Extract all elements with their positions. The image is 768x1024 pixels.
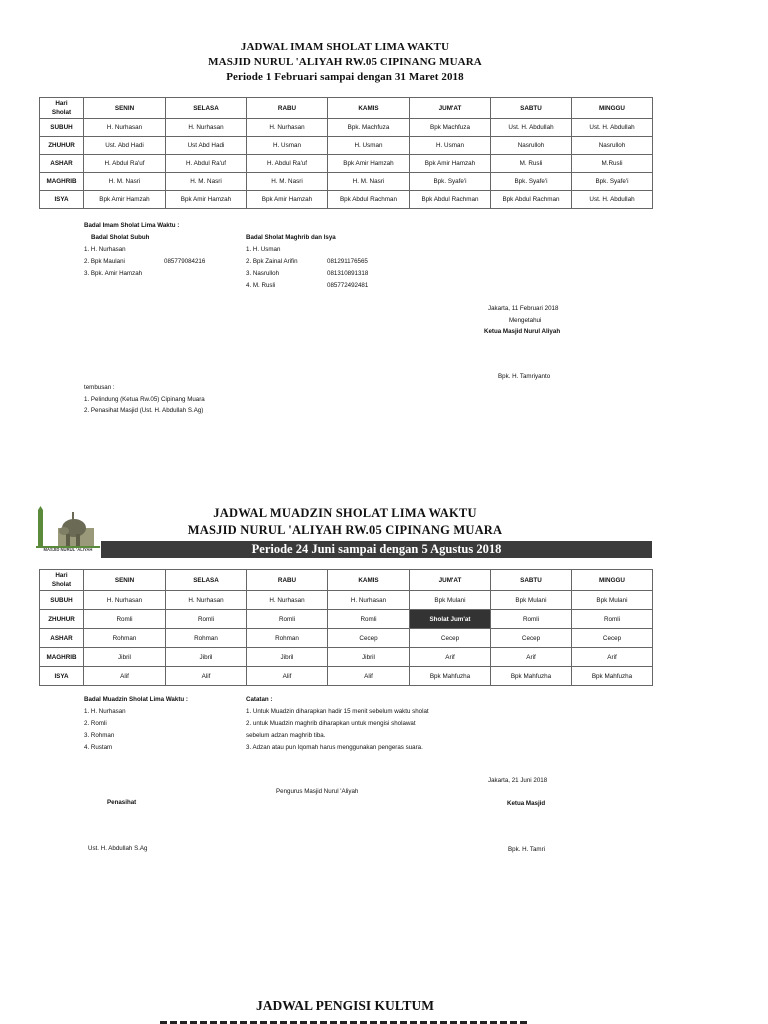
table-cell: M. Rusli	[491, 155, 572, 173]
table-cell: Romli	[328, 610, 410, 629]
table-cell: Jibril	[166, 648, 247, 667]
sholat-jumat-cell: Sholat Jum'at	[410, 610, 491, 629]
signer-left: Ust. H. Abdullah S.Ag	[88, 845, 148, 852]
table-header-row	[40, 570, 653, 591]
muadzin-subtitle: MASJID NURUL 'ALIYAH RW.05 CIPINANG MUARA	[187, 523, 503, 537]
table-cell: Bpk Mahfuzha	[491, 667, 572, 686]
table-cell: H. Nurhasan	[166, 591, 247, 610]
day-header: SENIN	[84, 98, 166, 119]
tembusan-item: 2. Penasihat Masjid (Ust. H. Abdullah S.Ag)	[84, 407, 204, 414]
table-cell: Romli	[247, 610, 328, 629]
table-cell: Romli	[166, 610, 247, 629]
day-header: MINGGU	[572, 570, 653, 591]
table-cell: Romli	[84, 610, 166, 629]
table-cell: H. Nurhasan	[166, 119, 247, 137]
corner-bottom-label: Sholat	[51, 581, 72, 588]
table-cell: Ust. H. Abdullah	[491, 119, 572, 137]
table-cell: Bpk Amir Hamzah	[328, 155, 410, 173]
prayer-name: ZHUHUR	[40, 137, 84, 155]
imam-title: JADWAL IMAM SHOLAT LIMA WAKTU	[240, 41, 450, 53]
table-cell: H. M. Nasri	[247, 173, 328, 191]
table-cell: Bpk Amir Hamzah	[410, 155, 491, 173]
table-cell: Alif	[84, 667, 166, 686]
badal-subuh-name: 1. H. Nurhasan	[84, 246, 126, 253]
catatan-item: 2. untuk Muadzin maghrib diharapkan untuk mengisi sholawat	[246, 720, 416, 727]
prayer-name: SUBUH	[40, 119, 84, 137]
corner-cell	[40, 98, 84, 119]
day-header: MINGGU	[572, 98, 653, 119]
table-cell: H. Abdul Ra'uf	[84, 155, 166, 173]
table-cell: Bpk Amir Hamzah	[247, 191, 328, 209]
corner-top-label: Hari	[55, 100, 68, 107]
table-cell: Jibril	[328, 648, 410, 667]
table-row	[40, 648, 653, 667]
table-cell: Bpk Mulani	[410, 591, 491, 610]
table-cell: H. M. Nasri	[166, 173, 247, 191]
tembusan-title: tembusan :	[84, 384, 115, 391]
badal-maghrib-phone: 085772492481	[327, 282, 369, 289]
table-row	[40, 667, 653, 686]
badal-imam-title: Badal Imam Sholat Lima Waktu :	[84, 222, 180, 229]
table-cell: H. Usman	[328, 137, 410, 155]
table-cell: Cecep	[410, 629, 491, 648]
catatan-item: 1. Untuk Muadzin diharapkan hadir 15 menit sebelum waktu sholat	[246, 708, 429, 715]
table-row	[40, 173, 653, 191]
badal-subuh-title: Badal Sholat Subuh	[91, 234, 150, 241]
table-cell: Rohman	[166, 629, 247, 648]
table-row	[40, 591, 653, 610]
table-cell: Arif	[410, 648, 491, 667]
badal-muadzin-item: 4. Rustam	[84, 744, 113, 751]
badal-maghrib-name: 4. M. Rusli	[246, 282, 276, 289]
table-cell: H. Nurhasan	[84, 591, 166, 610]
day-header: KAMIS	[328, 98, 410, 119]
table-cell: Bpk Amir Hamzah	[166, 191, 247, 209]
table-row	[40, 629, 653, 648]
table-row	[40, 191, 653, 209]
table-cell: Cecep	[572, 629, 653, 648]
ketua-masjid-label: Ketua Masjid	[507, 800, 546, 807]
kultum-title: JADWAL PENGISI KULTUM	[255, 998, 435, 1013]
table-row	[40, 155, 653, 173]
tembusan-item: 1. Pelindung (Ketua Rw.05) Cipinang Muara	[84, 396, 205, 403]
imam-subtitle: MASJID NURUL 'ALIYAH RW.05 CIPINANG MUARA	[208, 56, 482, 68]
table-cell: Romli	[572, 610, 653, 629]
table-cell: H. Nurhasan	[84, 119, 166, 137]
table-cell: Jibril	[247, 648, 328, 667]
imam-schedule-table	[39, 97, 653, 209]
table-row	[40, 137, 653, 155]
table-cell: Ust. Abd Hadi	[84, 137, 166, 155]
table-cell: Ust Abd Hadi	[166, 137, 247, 155]
table-cell: Nasrulloh	[572, 137, 653, 155]
day-header: SENIN	[84, 570, 166, 591]
badal-maghrib-name: 3. Nasrulloh	[246, 270, 280, 277]
table-cell: Bpk. Syafe'i	[572, 173, 653, 191]
table-cell: Cecep	[491, 629, 572, 648]
badal-subuh-name: 3. Bpk. Amir Hamzah	[84, 270, 143, 277]
corner-cell	[40, 570, 84, 591]
table-cell: Arif	[491, 648, 572, 667]
badal-maghrib-name: 1. H. Usman	[246, 246, 281, 253]
badal-subuh-name: 2. Bpk Maulani	[84, 258, 125, 265]
table-cell: Rohman	[247, 629, 328, 648]
badal-muadzin-item: 3. Rohman	[84, 732, 115, 739]
prayer-name: ASHAR	[40, 629, 84, 648]
prayer-name: ISYA	[40, 667, 84, 686]
prayer-name: ISYA	[40, 191, 84, 209]
table-cell: M.Rusli	[572, 155, 653, 173]
muadzin-title: JADWAL MUADZIN SHOLAT LIMA WAKTU	[213, 506, 477, 520]
table-cell: Bpk Mulani	[572, 591, 653, 610]
prayer-name: MAGHRIB	[40, 648, 84, 667]
table-cell: H. Usman	[410, 137, 491, 155]
badal-maghrib-phone: 081291176565	[327, 258, 368, 265]
penasihat-label: Penasihat	[107, 799, 137, 806]
table-cell: H. Abdul Ra'uf	[166, 155, 247, 173]
prayer-name: ZHUHUR	[40, 610, 84, 629]
logo-text: MASJID NURUL 'ALIYAH	[43, 547, 93, 552]
catatan-item: sebelum adzan maghrib tiba.	[246, 732, 326, 739]
table-cell: Ust. H. Abdullah	[572, 191, 653, 209]
day-header: JUM'AT	[410, 98, 491, 119]
corner-top-label: Hari	[55, 572, 68, 579]
badal-maghrib-name: 2. Bpk Zainal Arifin	[246, 258, 298, 265]
catatan-title: Catatan :	[246, 696, 273, 703]
table-cell: H. Nurhasan	[247, 119, 328, 137]
day-header: KAMIS	[328, 570, 410, 591]
day-header: SELASA	[166, 98, 247, 119]
table-cell: Nasrulloh	[491, 137, 572, 155]
table-cell: H. Nurhasan	[328, 591, 410, 610]
day-header: RABU	[247, 570, 328, 591]
signer-right: Bpk. H. Tamri	[508, 846, 546, 853]
day-header: SELASA	[166, 570, 247, 591]
table-cell: Bpk Abdul Rachman	[491, 191, 572, 209]
table-row	[40, 610, 653, 629]
table-cell: Bpk Abdul Rachman	[410, 191, 491, 209]
muadzin-schedule-table	[39, 569, 653, 686]
table-cell: Bpk Mahfuzha	[572, 667, 653, 686]
day-header: JUM'AT	[410, 570, 491, 591]
muadzin-period-bar: Periode 24 Juni sampai dengan 5 Agustus 2018	[101, 541, 652, 558]
table-cell: Bpk Mulani	[491, 591, 572, 610]
table-cell: Bpk. Syafe'i	[491, 173, 572, 191]
muadzin-date: Jakarta, 21 Juni 2018	[488, 777, 548, 784]
table-cell: Cecep	[328, 629, 410, 648]
table-cell: Ust. H. Abdullah	[572, 119, 653, 137]
badal-subuh-phone: 085779084216	[164, 258, 206, 265]
kultum-subtitle-cutoff	[160, 1018, 530, 1024]
table-cell: H. Usman	[247, 137, 328, 155]
table-cell: Bpk. Machfuza	[328, 119, 410, 137]
table-cell: H. Abdul Ra'uf	[247, 155, 328, 173]
table-cell: Bpk Machfuza	[410, 119, 491, 137]
prayer-name: ASHAR	[40, 155, 84, 173]
table-cell: Rohman	[84, 629, 166, 648]
table-header-row	[40, 98, 653, 119]
table-cell: Romli	[491, 610, 572, 629]
table-cell: Bpk Mahfuzha	[410, 667, 491, 686]
badal-muadzin-item: 1. H. Nurhasan	[84, 708, 126, 715]
imam-signer: Bpk. H. Tamriyanto	[498, 373, 551, 380]
table-cell: Arif	[572, 648, 653, 667]
badal-maghrib-title: Badal Sholat Maghrib dan Isya	[246, 234, 336, 241]
prayer-name: MAGHRIB	[40, 173, 84, 191]
table-row	[40, 119, 653, 137]
pengurus-label: Pengurus Masjid Nurul 'Aliyah	[276, 788, 359, 795]
table-cell: H. Nurhasan	[247, 591, 328, 610]
table-cell: Alif	[247, 667, 328, 686]
imam-period: Periode 1 Februari sampai dengan 31 Maret 2018	[226, 71, 464, 83]
imam-date: Jakarta, 11 Februari 2018	[488, 305, 559, 312]
imam-mengetahui: Mengetahui	[509, 317, 542, 324]
imam-ketua: Ketua Masjid Nurul Aliyah	[484, 328, 561, 335]
table-cell: Alif	[166, 667, 247, 686]
table-cell: Bpk. Syafe'i	[410, 173, 491, 191]
day-header: RABU	[247, 98, 328, 119]
table-cell: H. M. Nasri	[328, 173, 410, 191]
corner-bottom-label: Sholat	[51, 109, 72, 116]
badal-muadzin-item: 2. Romli	[84, 720, 107, 727]
table-cell: H. M. Nasri	[84, 173, 166, 191]
catatan-item: 3. Adzan atau pun Iqomah harus menggunakan pengeras suara.	[246, 744, 423, 751]
badal-maghrib-phone: 081310891318	[327, 270, 369, 277]
prayer-name: SUBUH	[40, 591, 84, 610]
table-cell: Bpk Abdul Rachman	[328, 191, 410, 209]
day-header: SABTU	[491, 570, 572, 591]
table-cell: Bpk Amir Hamzah	[84, 191, 166, 209]
badal-muadzin-title: Badal Muadzin Sholat Lima Waktu :	[84, 696, 188, 703]
table-cell: Alif	[328, 667, 410, 686]
day-header: SABTU	[491, 98, 572, 119]
table-cell: Jibril	[84, 648, 166, 667]
